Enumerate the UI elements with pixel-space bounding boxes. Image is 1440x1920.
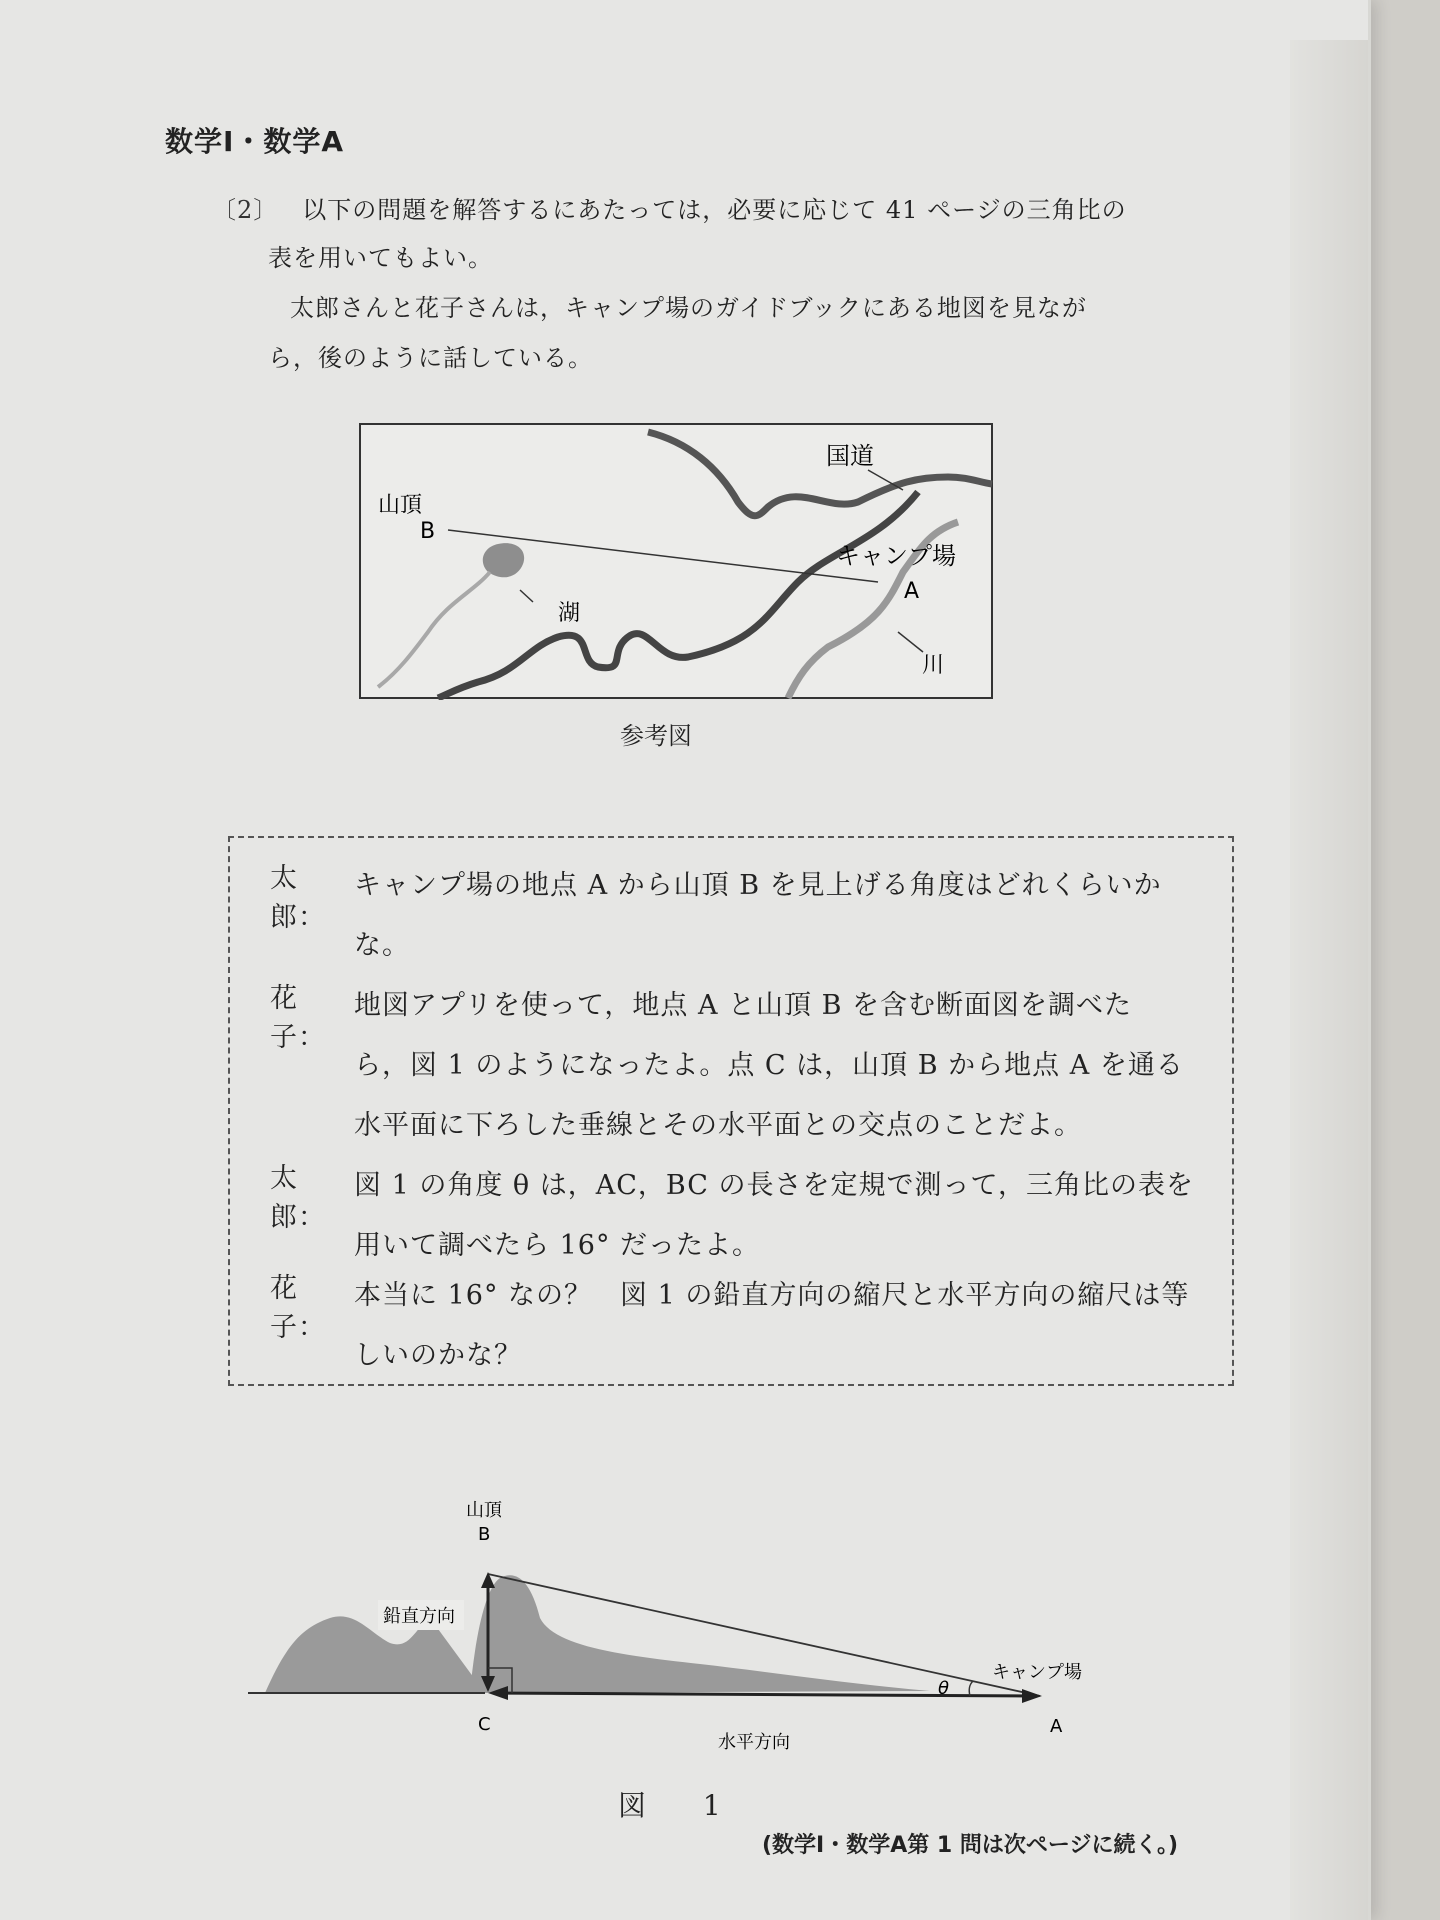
dialogue-line: キャンプ場の地点 A から山頂 B を見上げる角度はどれくらいか <box>354 870 1162 901</box>
dialogue-line: 用いて調べたら 16° だったよ。 <box>354 1230 761 1261</box>
fig-label-vertical: 鉛直方向 <box>383 1606 455 1627</box>
label-river: 川 <box>922 653 945 678</box>
reference-map-svg <box>358 422 994 700</box>
speaker-taro: 太郎： <box>270 1163 326 1233</box>
fig-label-B: B <box>478 1524 491 1545</box>
label-national-road: 国道 <box>826 442 874 470</box>
dialogue-line: しいのかな？ <box>354 1340 522 1371</box>
theta-arc <box>969 1681 973 1696</box>
dialogue-line: 水平面に下ろした垂線とその水平面との交点のことだよ。 <box>354 1110 1082 1141</box>
question-number: 〔2〕 <box>212 196 279 224</box>
label-map-summit: 山頂 <box>378 493 423 518</box>
dialogue-line: ら，図 1 のようになったよ。点 C は，山頂 B から地点 A を通る <box>354 1050 1184 1081</box>
fig-label-campsite: キャンプ場 <box>992 1662 1082 1683</box>
dialogue-line: 図 1 の角度 θ は，AC，BC の長さを定規で測って，三角比の表を <box>354 1170 1194 1201</box>
label-map-B: B <box>420 519 436 544</box>
fig-label-theta: θ <box>938 1678 950 1699</box>
question-intro-line2: 表を用いてもよい。 <box>268 244 493 272</box>
question-intro-line4: ら，後のように話している。 <box>268 344 593 372</box>
speaker-taro: 太郎： <box>270 863 326 933</box>
dialogue-entry <box>270 976 1210 1156</box>
dialogue-box <box>228 836 1234 1386</box>
question-intro-line3: 太郎さんと花子さんは，キャンプ場のガイドブックにある地図を見なが <box>290 294 1087 322</box>
fig-label-horizontal: 水平方向 <box>718 1732 790 1753</box>
horizontal-arrow-head-right <box>1022 1689 1042 1703</box>
map-caption: 参考図 <box>620 722 692 750</box>
dialogue-line: 本当に 16° なの？ 図 1 の鉛直方向の縮尺と水平方向の縮尺は等 <box>354 1280 1190 1311</box>
fig-label-summit: 山頂 <box>466 1500 502 1521</box>
dialogue-entry <box>270 1156 1210 1276</box>
dialogue-line: な。 <box>354 930 410 961</box>
dialogue-line: 地図アプリを使って，地点 A と山頂 B を含む断面図を調べた <box>354 990 1133 1021</box>
label-lake: 湖 <box>558 601 581 626</box>
continued-note: (数学Ⅰ・数学A第 1 問は次ページに続く。) <box>762 1833 1179 1858</box>
dialogue-entry <box>270 856 1210 976</box>
figure-1-caption: 図 1 <box>618 1789 745 1822</box>
question-intro-line1 <box>212 190 1127 230</box>
question-intro-text1: 以下の問題を解答するにあたっては，必要に応じて 41 ページの三角比の <box>302 196 1127 224</box>
subject-header: 数学Ⅰ・数学A <box>165 125 345 158</box>
dialogue-entry <box>270 1266 1210 1386</box>
figure-1-svg <box>230 1478 1130 1758</box>
label-map-A: A <box>904 579 920 604</box>
figure-1 <box>230 1478 1130 1758</box>
speaker-hanako: 花子： <box>270 1273 326 1343</box>
speaker-hanako: 花子： <box>270 983 326 1053</box>
mountain-profile <box>470 1575 930 1693</box>
page-edge <box>1290 40 1368 1920</box>
fig-label-C: C <box>478 1714 491 1735</box>
fig-label-A: A <box>1050 1716 1063 1737</box>
horizontal-arrow <box>494 1693 1030 1696</box>
reference-map <box>358 422 994 700</box>
label-map-campsite: キャンプ場 <box>836 542 956 570</box>
